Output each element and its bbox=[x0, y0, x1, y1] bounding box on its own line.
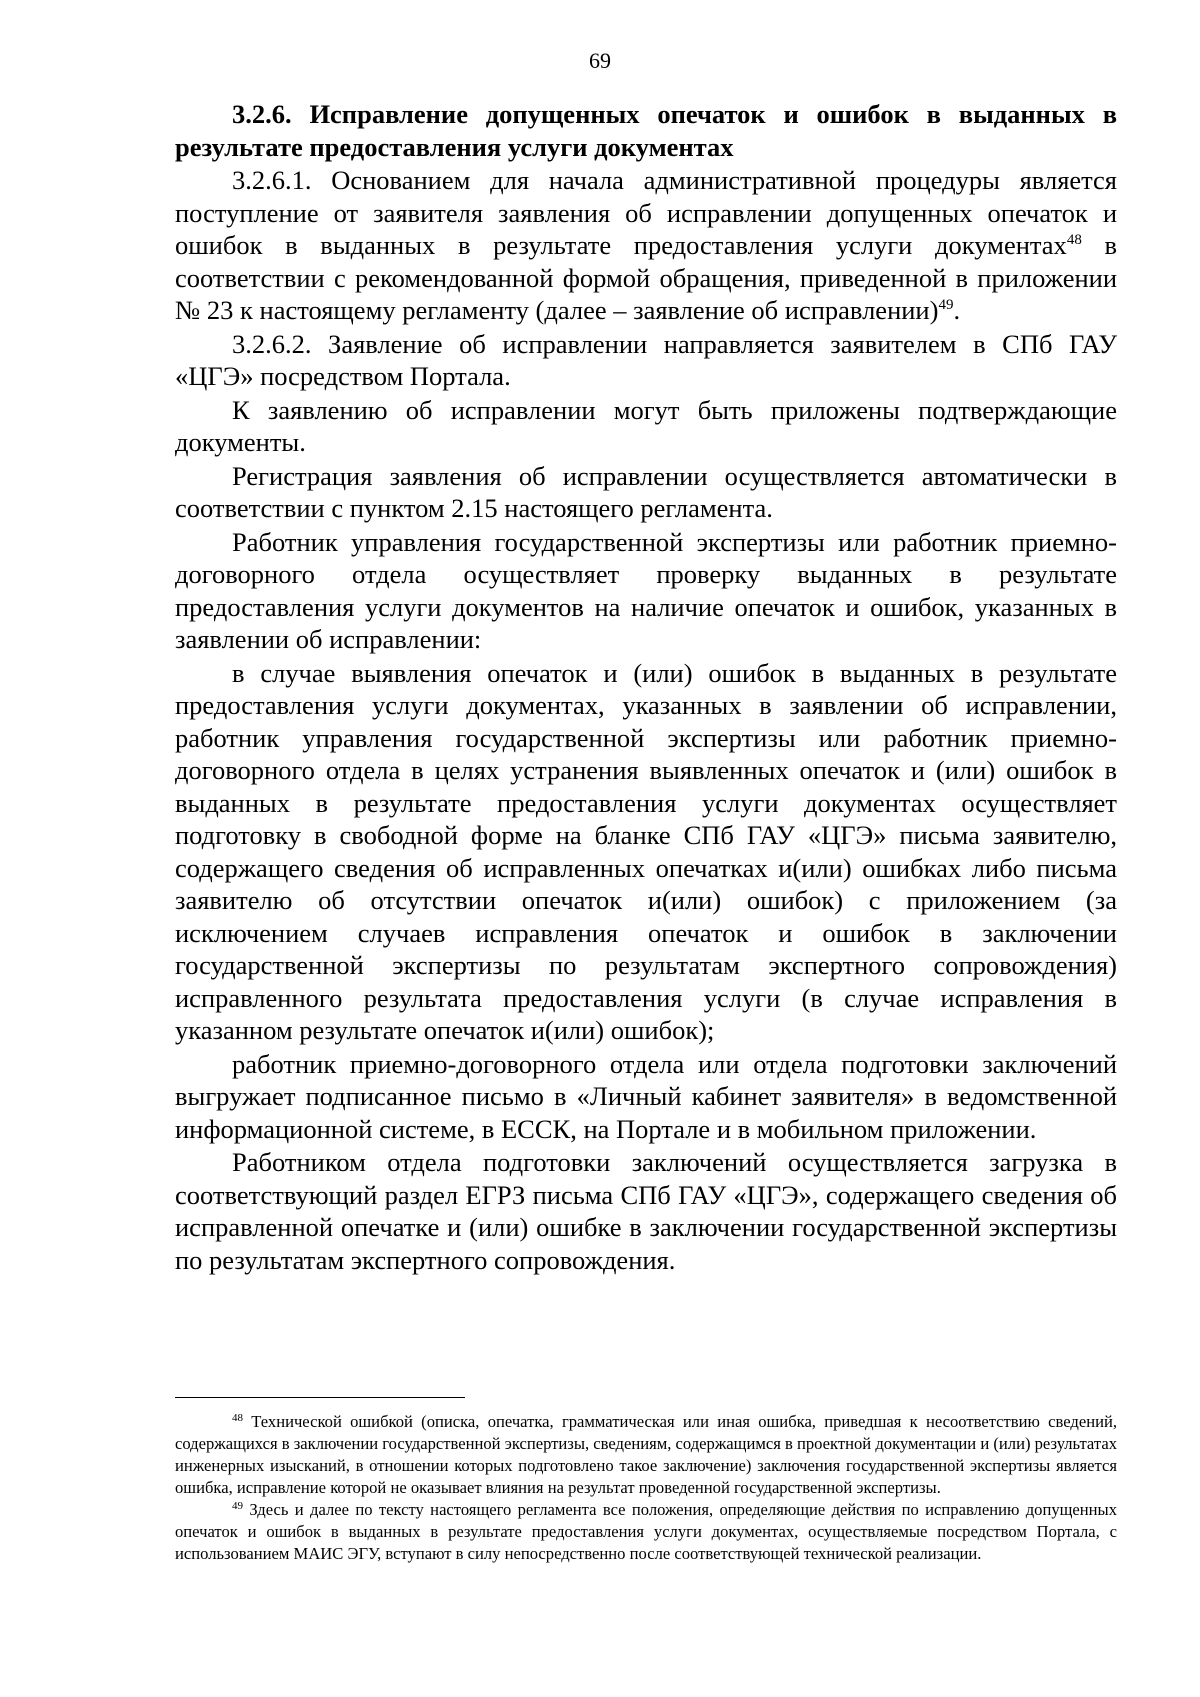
main-text bbox=[175, 98, 1117, 1276]
footnote-48 bbox=[175, 1411, 1117, 1499]
paragraph: в случае выявления опечаток и (или) ошибок в выданных в результате предоставления услуги документах, указанных в заявлении об исправлении, работник управления государственной экспертизы или работник приемно-договорного отдела в целях устранения выявленных опечаток и (или) ошибок в выданных в результате предоставления услуги документах осуществляет подготовку в свободной форме на бланке СПб ГАУ «ЦГЭ» письма заявителю, содержащего сведения об исправленных опечатках и(или) ошибках либо письма заявителю об отсутствии опечаток и(или) ошибок) с приложением (за исключением случаев исправления опечаток и ошибок в заключении государственной экспертизы по результатам экспертного сопровождения) исправленного результата предоставления услуги (в случае исправления в указанном результате опечаток и(или) ошибок); bbox=[175, 657, 1117, 1045]
footnotes bbox=[175, 1411, 1117, 1565]
paragraph: Работник управления государственной экспертизы или работник приемно-договорного отдела осуществляет проверку выданных в результате предоставления услуги документов на наличие опечаток и ошибок, указанных в заявлении об исправлении: bbox=[175, 526, 1117, 654]
footnote-divider bbox=[175, 1397, 465, 1398]
paragraph: Работником отдела подготовки заключений осуществляется загрузка в соответствующий раздел ЕГРЗ письма СПб ГАУ «ЦГЭ», содержащего сведения об исправленной опечатке и (или) ошибке в заключении государственной экспертизы по результатам экспертного сопровождения. bbox=[175, 1147, 1117, 1275]
footnote-number: 49 bbox=[232, 1500, 243, 1512]
footnote-text: Технической ошибкой (описка, опечатка, грамматическая или иная ошибка, приведшая к несоответствию сведений, содержащихся в заключении государственной экспертизы, сведениям, содержащимся в проектной документации и (или) результатах инженерных изысканий, в отношении которых подготовлено такое заключение) заключения государственной экспертизы является ошибка, исправление которой не оказывает влияния на результат проведенной государственной экспертизы. bbox=[175, 1412, 1117, 1497]
paragraph: работник приемно-договорного отдела или отдела подготовки заключений выгружает подписанное письмо в «Личный кабинет заявителя» в ведомственной информационной системе, в ЕССК, на Портале и в мобильном приложении. bbox=[175, 1048, 1117, 1144]
footnote-text: Здесь и далее по тексту настоящего регламента все положения, определяющие действия по исправлению допущенных опечаток и ошибок в выданных в результате предоставления услуги документах, осуществляемые посредством Портала, с использованием МАИС ЭГУ, вступают в силу непосредственно после соответствующей технической реализации. bbox=[175, 1500, 1117, 1563]
section-title: Исправление допущенных опечаток и ошибок в выданных в результате предоставления услуги документах bbox=[175, 99, 1118, 162]
footnote-number: 48 bbox=[232, 1412, 243, 1424]
footnote-ref-48: 48 bbox=[1066, 232, 1082, 248]
page-number: 69 bbox=[589, 48, 611, 73]
paragraph: К заявлению об исправлении могут быть приложены подтверждающие документы. bbox=[175, 394, 1117, 457]
paragraph: Регистрация заявления об исправлении осуществляется автоматически в соответствии с пунктом 2.15 настоящего регламента. bbox=[175, 460, 1117, 523]
paragraph-3-2-6-1: 3.2.6.1. Основанием для начала административной процедуры является поступление от заявителя заявления об исправлении допущенных опечаток и ошибок в выданных в результате предоставления услуги документах$^{48}$ в соответствии с рекомендованной формой обращения, приведенной в приложении № 23 к настоящему регламенту (далее – заявление об исправлении)$^{49}$. bbox=[175, 165, 1118, 325]
footnote-49 bbox=[175, 1499, 1117, 1565]
section-heading bbox=[175, 98, 1117, 163]
footnote-ref-49: 49 bbox=[938, 297, 954, 313]
section-number: 3.2.6. bbox=[232, 99, 292, 129]
paragraph-3-2-6-2: 3.2.6.2. Заявление об исправлении направляется заявителем в СПб ГАУ «ЦГЭ» посредством Портала. bbox=[175, 328, 1117, 391]
